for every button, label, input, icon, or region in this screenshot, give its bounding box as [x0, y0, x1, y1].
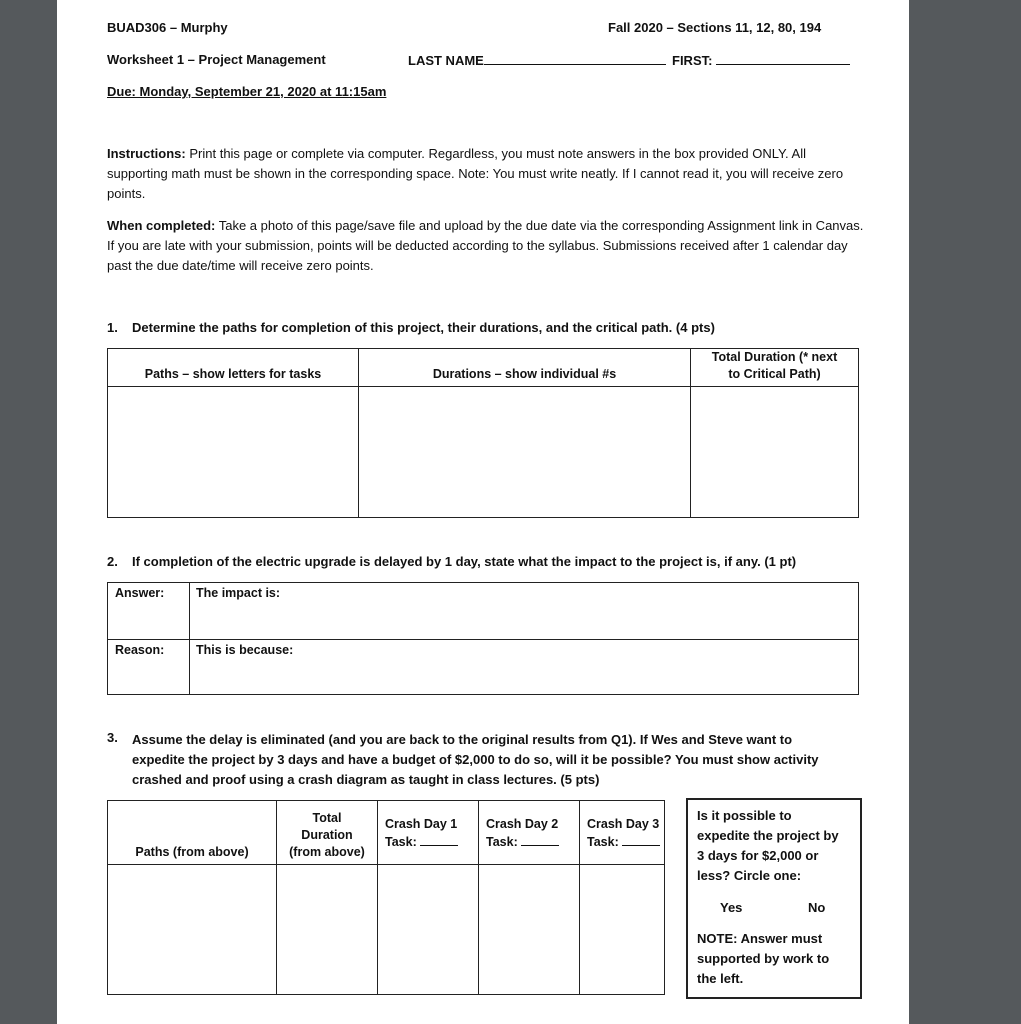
- last-name-line: [484, 52, 666, 65]
- note-line3: the left.: [697, 971, 744, 986]
- q3-col-total-line1: Total: [312, 811, 342, 825]
- q3-crash3-answer-cell[interactable]: [580, 865, 665, 995]
- q1-col-paths: Paths – show letters for tasks: [108, 349, 359, 387]
- q2-answer-table: [107, 582, 859, 695]
- q2-text: If completion of the electric upgrade is delayed by 1 day, state what the impact to the project is, if any. (1 pt): [132, 554, 797, 569]
- crash-day-2-label: Crash Day 2: [486, 817, 559, 831]
- expedite-question-line2: expedite the project by: [697, 828, 839, 843]
- q3-text-line2: expedite the project by 3 days and have a budget of $2,000 to do so, will it be possible? You must show activity: [132, 752, 819, 767]
- yes-option[interactable]: Yes: [720, 900, 743, 915]
- term-sections: Fall 2020 – Sections 11, 12, 80, 194: [608, 20, 822, 35]
- last-name-field[interactable]: [408, 52, 666, 68]
- completion-paragraph: [107, 216, 867, 276]
- course-title: BUAD306 – Murphy: [107, 20, 228, 35]
- instructions-text: Print this page or complete via computer. Regardless, you must note answers in the box provided ONLY. All supporting math must be shown in the corresponding space. Note: You must write neatly. If I cannot read it, you will receive zero points.: [107, 146, 844, 201]
- q3-text: [132, 730, 819, 790]
- expedite-question-line4: less? Circle one:: [697, 868, 802, 883]
- q3-number: 3.: [107, 730, 118, 745]
- q2-reason-cell[interactable]: [190, 640, 859, 695]
- q2-number: 2.: [107, 554, 118, 569]
- q3-total-answer-cell[interactable]: [277, 865, 378, 995]
- worksheet-page: [57, 0, 909, 1024]
- note-line2: supported by work to: [697, 951, 830, 966]
- q1-text: Determine the paths for completion of this project, their durations, and the critical path. (4 pts): [132, 320, 715, 335]
- expedite-question-line3: 3 days for $2,000 or: [697, 848, 819, 863]
- crash-day-2-task-label: Task:: [486, 835, 518, 849]
- worksheet-title: Worksheet 1 – Project Management: [107, 52, 326, 67]
- first-name-field[interactable]: [672, 52, 850, 68]
- expedite-answer-box: [686, 798, 862, 999]
- q3-crash1-answer-cell[interactable]: [378, 865, 479, 995]
- q3-text-line1: Assume the delay is eliminated (and you are back to the original results from Q1). If Wes and Steve want to: [132, 732, 793, 747]
- q2-reason-label: Reason:: [108, 640, 190, 695]
- q1-paths-answer-cell[interactable]: [108, 387, 359, 518]
- q1-col-total-line2: to Critical Path): [728, 367, 821, 381]
- q3-col-total-line3: (from above): [289, 845, 365, 859]
- first-name-label: FIRST:: [672, 53, 713, 68]
- completed-text: Take a photo of this page/save file and upload by the due date via the corresponding Assignment link in Canvas. If you are late with your submission, points will be deducted according to the syllabus. Submissions received after 1 calendar day past the due date/time will receive zero points.: [107, 218, 864, 273]
- last-name-label: LAST NAME: [408, 53, 484, 68]
- instructions-label: Instructions:: [107, 146, 186, 161]
- expedite-question-line1: Is it possible to: [697, 808, 792, 823]
- q2-reason-prompt: This is because:: [196, 643, 294, 657]
- q1-col-total-line1: Total Duration (* next: [711, 350, 838, 364]
- q1-paths-table: [107, 348, 859, 518]
- q3-paths-answer-cell[interactable]: [108, 865, 277, 995]
- q1-col-total: [691, 349, 859, 387]
- crash-day-3-label: Crash Day 3: [587, 817, 660, 831]
- expedite-note: [697, 929, 829, 989]
- instructions-paragraph: [107, 144, 867, 204]
- q3-col-crash-day-3: [580, 801, 665, 865]
- q1-durations-answer-cell[interactable]: [359, 387, 691, 518]
- due-date: Due: Monday, September 21, 2020 at 11:15am: [107, 84, 387, 99]
- first-name-line: [716, 52, 850, 65]
- q2-answer-prompt: The impact is:: [196, 586, 281, 600]
- note-line1: NOTE: Answer must: [697, 931, 823, 946]
- q3-col-paths: Paths (from above): [108, 801, 277, 865]
- q3-text-line3: crashed and proof using a crash diagram as taught in class lectures. (5 pts): [132, 772, 600, 787]
- q1-col-durations: Durations – show individual #s: [359, 349, 691, 387]
- q1-total-answer-cell[interactable]: [691, 387, 859, 518]
- q1-number: 1.: [107, 320, 118, 335]
- crash-day-1-task-blank[interactable]: [420, 834, 458, 846]
- q2-answer-cell[interactable]: [190, 583, 859, 640]
- crash-day-3-task-label: Task:: [587, 835, 619, 849]
- q3-col-crash-day-1: [378, 801, 479, 865]
- q3-crash-table: [107, 800, 665, 995]
- q3-crash2-answer-cell[interactable]: [479, 865, 580, 995]
- no-option[interactable]: No: [808, 900, 826, 915]
- crash-day-1-task-label: Task:: [385, 835, 417, 849]
- q3-col-total: [277, 801, 378, 865]
- crash-day-3-task-blank[interactable]: [622, 834, 660, 846]
- q3-col-total-line2: Duration: [301, 828, 353, 842]
- q2-answer-label: Answer:: [108, 583, 190, 640]
- crash-day-2-task-blank[interactable]: [521, 834, 559, 846]
- crash-day-1-label: Crash Day 1: [385, 817, 458, 831]
- expedite-question: [697, 806, 839, 886]
- completed-label: When completed:: [107, 218, 216, 233]
- q3-col-crash-day-2: [479, 801, 580, 865]
